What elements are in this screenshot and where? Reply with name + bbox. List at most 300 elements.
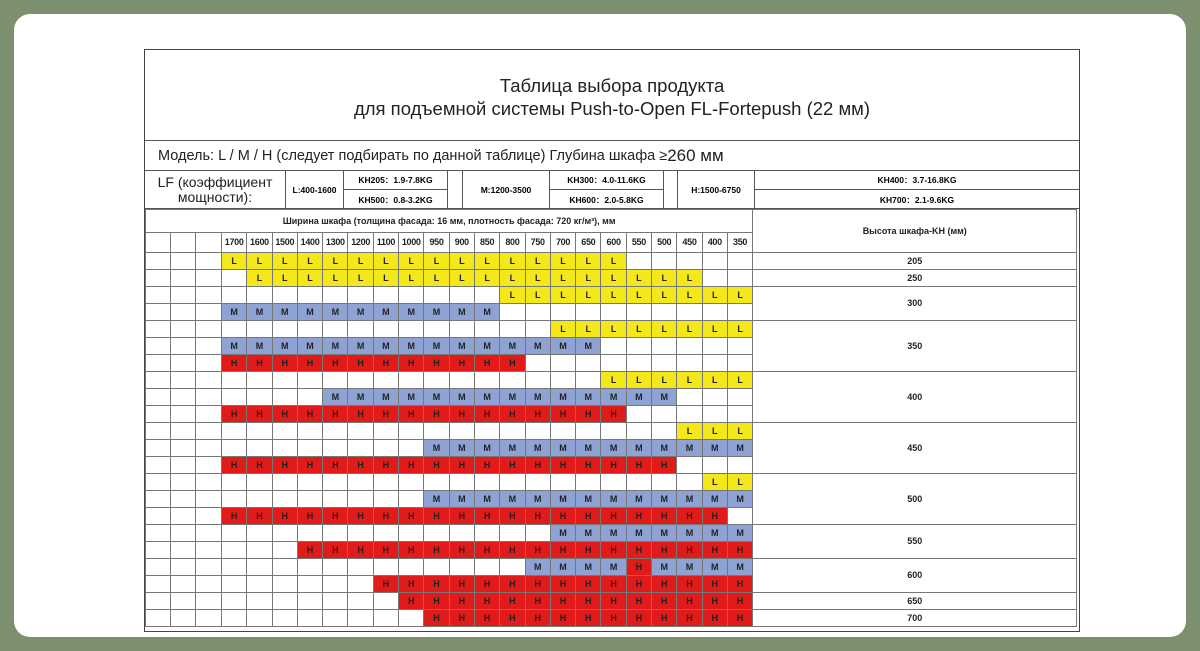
empty-cell (525, 372, 550, 389)
empty-cell (702, 338, 727, 355)
model-cell-L: L (677, 321, 702, 338)
empty-cell (500, 304, 525, 321)
blank-cell (171, 593, 196, 610)
blank-cell (196, 508, 222, 525)
empty-cell (449, 423, 474, 440)
empty-cell (727, 253, 752, 270)
model-cell-L: L (576, 287, 601, 304)
kh205-range: KH205：1.9-7.8KG (358, 175, 433, 185)
model-cell-H: H (474, 610, 499, 627)
table-row (146, 321, 1077, 338)
model-cell-H: H (399, 542, 424, 559)
column-width-900: 900 (449, 233, 474, 253)
empty-cell (576, 423, 601, 440)
empty-cell (576, 474, 601, 491)
model-cell-H: H (297, 355, 322, 372)
column-width-1500: 1500 (272, 233, 297, 253)
model-cell-H: H (576, 406, 601, 423)
empty-cell (702, 355, 727, 372)
model-cell-M: M (449, 491, 474, 508)
model-cell-H: H (550, 610, 575, 627)
model-cell-L: L (677, 372, 702, 389)
empty-cell (247, 491, 272, 508)
model-cell-H: H (297, 508, 322, 525)
model-cell-L: L (727, 321, 752, 338)
empty-cell (727, 389, 752, 406)
blank-cell (171, 389, 196, 406)
blank-cell (171, 233, 196, 253)
empty-cell (348, 491, 373, 508)
empty-cell (297, 491, 322, 508)
model-cell-L: L (727, 372, 752, 389)
model-cell-H: H (702, 542, 727, 559)
blank-cell (196, 593, 222, 610)
empty-cell (727, 304, 752, 321)
empty-cell (323, 491, 348, 508)
model-cell-H: H (323, 355, 348, 372)
model-cell-H: H (449, 542, 474, 559)
empty-cell (323, 576, 348, 593)
empty-cell (652, 338, 677, 355)
model-cell-M: M (222, 304, 247, 321)
model-cell-L: L (652, 270, 677, 287)
model-cell-M: M (424, 338, 449, 355)
blank-cell (171, 542, 196, 559)
model-cell-H: H (550, 406, 575, 423)
empty-cell (399, 559, 424, 576)
empty-cell (626, 423, 651, 440)
table-row (146, 253, 1077, 270)
blank-cell (146, 593, 171, 610)
model-cell-M: M (500, 338, 525, 355)
model-cell-M: M (348, 389, 373, 406)
model-cell-L: L (500, 270, 525, 287)
model-cell-H: H (626, 610, 651, 627)
model-cell-H: H (601, 593, 626, 610)
model-cell-L: L (247, 270, 272, 287)
model-cell-L: L (727, 423, 752, 440)
empty-cell (399, 321, 424, 338)
empty-cell (373, 525, 398, 542)
column-width-950: 950 (424, 233, 449, 253)
empty-cell (297, 423, 322, 440)
model-cell-H: H (500, 610, 525, 627)
empty-cell (247, 440, 272, 457)
title-line-2: для подъемной системы Push-to-Open FL-Fortepush (22 мм) (353, 98, 871, 119)
height-header: Высота шкафа-KH (мм) (753, 210, 1077, 253)
model-cell-M: M (626, 440, 651, 457)
blank-cell (171, 576, 196, 593)
empty-cell (348, 525, 373, 542)
empty-cell (727, 270, 752, 287)
model-cell-H: H (576, 457, 601, 474)
cabinet-height-300: 300 (753, 287, 1077, 321)
empty-cell (222, 321, 247, 338)
model-cell-H: H (677, 593, 702, 610)
empty-cell (272, 525, 297, 542)
empty-cell (348, 474, 373, 491)
model-cell-H: H (323, 406, 348, 423)
model-cell-H: H (348, 457, 373, 474)
empty-cell (323, 372, 348, 389)
column-width-1000: 1000 (399, 233, 424, 253)
empty-cell (424, 372, 449, 389)
model-cell-L: L (297, 270, 322, 287)
empty-cell (323, 559, 348, 576)
empty-cell (525, 423, 550, 440)
model-text: Модель: L / M / H (следует подбирать по данной таблице) Глубина шкафа ≥ (158, 147, 668, 164)
model-cell-H: H (449, 610, 474, 627)
model-cell-M: M (727, 440, 752, 457)
model-cell-M: M (652, 559, 677, 576)
empty-cell (399, 491, 424, 508)
empty-cell (550, 355, 575, 372)
cabinet-depth: 260 мм (667, 145, 724, 165)
blank-cell (146, 525, 171, 542)
empty-cell (626, 253, 651, 270)
model-cell-H: H (727, 576, 752, 593)
model-cell-L: L (500, 287, 525, 304)
model-cell-H: H (550, 542, 575, 559)
empty-cell (297, 389, 322, 406)
empty-cell (399, 423, 424, 440)
model-cell-M: M (500, 440, 525, 457)
column-width-1700: 1700 (222, 233, 247, 253)
empty-cell (727, 355, 752, 372)
model-cell-M: M (727, 559, 752, 576)
empty-cell (702, 406, 727, 423)
model-cell-M: M (576, 338, 601, 355)
empty-cell (272, 372, 297, 389)
blank-cell (196, 610, 222, 627)
empty-cell (652, 423, 677, 440)
empty-cell (348, 321, 373, 338)
empty-cell (247, 610, 272, 627)
cabinet-height-250: 250 (753, 270, 1077, 287)
empty-cell (247, 525, 272, 542)
empty-cell (247, 423, 272, 440)
model-cell-M: M (272, 338, 297, 355)
model-cell-L: L (576, 253, 601, 270)
model-cell-L: L (348, 253, 373, 270)
model-cell-H: H (525, 542, 550, 559)
empty-cell (677, 406, 702, 423)
empty-cell (222, 389, 247, 406)
model-cell-M: M (525, 440, 550, 457)
model-cell-M: M (550, 389, 575, 406)
empty-cell (373, 610, 398, 627)
empty-cell (677, 253, 702, 270)
model-cell-H: H (474, 576, 499, 593)
column-width-1300: 1300 (323, 233, 348, 253)
empty-cell (474, 321, 499, 338)
model-cell-H: H (272, 457, 297, 474)
model-cell-H: H (424, 406, 449, 423)
model-cell-H: H (222, 355, 247, 372)
table-row (146, 593, 1077, 610)
empty-cell (297, 525, 322, 542)
empty-cell (247, 576, 272, 593)
model-cell-H: H (601, 406, 626, 423)
model-cell-H: H (500, 406, 525, 423)
model-cell-M: M (449, 304, 474, 321)
model-cell-H: H (399, 457, 424, 474)
cabinet-height-650: 650 (753, 593, 1077, 610)
empty-cell (323, 321, 348, 338)
model-cell-H: H (373, 457, 398, 474)
blank-cell (171, 321, 196, 338)
model-cell-H: H (424, 457, 449, 474)
cabinet-height-350: 350 (753, 321, 1077, 372)
model-cell-M: M (399, 389, 424, 406)
model-cell-H: H (424, 355, 449, 372)
model-cell-L: L (550, 253, 575, 270)
model-cell-H: H (424, 542, 449, 559)
empty-cell (601, 423, 626, 440)
blank-cell (196, 321, 222, 338)
empty-cell (576, 372, 601, 389)
empty-cell (272, 491, 297, 508)
model-cell-M: M (550, 525, 575, 542)
model-cell-L: L (373, 270, 398, 287)
model-cell-H: H (373, 355, 398, 372)
empty-cell (297, 576, 322, 593)
model-cell-M: M (550, 338, 575, 355)
model-cell-H: H (601, 576, 626, 593)
model-cell-H: H (348, 542, 373, 559)
model-cell-L: L (652, 372, 677, 389)
model-cell-L: L (424, 253, 449, 270)
model-cell-H: H (348, 508, 373, 525)
model-cell-M: M (272, 304, 297, 321)
empty-cell (247, 593, 272, 610)
model-cell-M: M (626, 389, 651, 406)
model-line (145, 141, 1079, 171)
model-cell-L: L (702, 372, 727, 389)
model-cell-H: H (727, 610, 752, 627)
empty-cell (222, 372, 247, 389)
empty-cell (500, 321, 525, 338)
model-cell-H: H (323, 542, 348, 559)
model-cell-M: M (601, 525, 626, 542)
empty-cell (297, 559, 322, 576)
empty-cell (323, 287, 348, 304)
model-cell-H: H (677, 576, 702, 593)
empty-cell (727, 508, 752, 525)
model-cell-H: H (373, 406, 398, 423)
model-cell-H: H (500, 576, 525, 593)
empty-cell (677, 355, 702, 372)
model-cell-H: H (525, 508, 550, 525)
cabinet-height-400: 400 (753, 372, 1077, 423)
blank-cell (146, 474, 171, 491)
model-cell-M: M (247, 338, 272, 355)
empty-cell (272, 440, 297, 457)
empty-cell (222, 440, 247, 457)
model-cell-H: H (247, 406, 272, 423)
model-cell-H: H (474, 542, 499, 559)
blank-cell (171, 406, 196, 423)
empty-cell (677, 304, 702, 321)
empty-cell (601, 474, 626, 491)
column-width-750: 750 (525, 233, 550, 253)
empty-cell (247, 372, 272, 389)
empty-cell (373, 321, 398, 338)
column-width-550: 550 (626, 233, 651, 253)
title-line-1: Таблица выбора продукта (499, 75, 725, 96)
model-cell-H: H (702, 508, 727, 525)
empty-cell (399, 372, 424, 389)
model-cell-M: M (323, 389, 348, 406)
empty-cell (272, 423, 297, 440)
model-cell-M: M (601, 559, 626, 576)
empty-cell (550, 304, 575, 321)
model-cell-H: H (399, 406, 424, 423)
empty-cell (348, 610, 373, 627)
model-cell-M: M (449, 338, 474, 355)
model-cell-H: H (474, 508, 499, 525)
blank-cell (146, 233, 171, 253)
column-width-1400: 1400 (297, 233, 322, 253)
model-cell-H: H (500, 355, 525, 372)
model-cell-M: M (449, 389, 474, 406)
empty-cell (272, 559, 297, 576)
model-cell-H: H (222, 508, 247, 525)
table-row (146, 474, 1077, 491)
blank-cell (146, 372, 171, 389)
model-cell-H: H (399, 593, 424, 610)
column-width-450: 450 (677, 233, 702, 253)
blank-cell (171, 508, 196, 525)
empty-cell (297, 474, 322, 491)
model-cell-M: M (373, 304, 398, 321)
column-width-1600: 1600 (247, 233, 272, 253)
model-cell-L: L (222, 253, 247, 270)
model-cell-H: H (222, 457, 247, 474)
blank-cell (196, 457, 222, 474)
empty-cell (702, 270, 727, 287)
model-cell-L: L (373, 253, 398, 270)
table-row (146, 610, 1077, 627)
model-cell-L: L (474, 270, 499, 287)
model-cell-M: M (297, 304, 322, 321)
model-cell-H: H (626, 457, 651, 474)
empty-cell (348, 372, 373, 389)
empty-cell (727, 338, 752, 355)
model-cell-M: M (247, 304, 272, 321)
model-cell-H: H (474, 593, 499, 610)
model-cell-H: H (652, 610, 677, 627)
empty-cell (702, 253, 727, 270)
empty-cell (677, 457, 702, 474)
model-cell-L: L (550, 287, 575, 304)
model-cell-H: H (626, 508, 651, 525)
kh500-range: KH500：0.8-3.2KG (358, 194, 433, 205)
empty-cell (222, 474, 247, 491)
model-cell-H: H (297, 406, 322, 423)
model-cell-M: M (424, 491, 449, 508)
model-cell-M: M (222, 338, 247, 355)
model-cell-H: H (399, 576, 424, 593)
blank-cell (146, 389, 171, 406)
model-cell-M: M (474, 389, 499, 406)
model-cell-H: H (626, 559, 651, 576)
model-cell-M: M (702, 440, 727, 457)
empty-cell (222, 270, 247, 287)
model-cell-L: L (677, 270, 702, 287)
empty-cell (222, 542, 247, 559)
model-cell-M: M (373, 338, 398, 355)
column-width-850: 850 (474, 233, 499, 253)
model-cell-H: H (500, 542, 525, 559)
model-cell-M: M (576, 389, 601, 406)
model-cell-M: M (601, 440, 626, 457)
empty-cell (474, 372, 499, 389)
model-cell-M: M (399, 338, 424, 355)
model-cell-M: M (677, 559, 702, 576)
empty-cell (500, 559, 525, 576)
empty-cell (677, 474, 702, 491)
empty-cell (424, 321, 449, 338)
empty-cell (373, 372, 398, 389)
model-cell-M: M (474, 338, 499, 355)
model-cell-M: M (550, 440, 575, 457)
model-cell-L: L (601, 372, 626, 389)
column-width-700: 700 (550, 233, 575, 253)
l-range: L:400-1600 (292, 185, 337, 195)
column-width-650: 650 (576, 233, 601, 253)
model-cell-H: H (449, 406, 474, 423)
model-cell-H: H (424, 576, 449, 593)
model-cell-H: H (576, 593, 601, 610)
m-range: M:1200-3500 (480, 185, 532, 195)
model-cell-H: H (652, 593, 677, 610)
model-cell-M: M (348, 338, 373, 355)
grid-header-row (146, 210, 1077, 233)
table-row (146, 270, 1077, 287)
model-cell-H: H (247, 508, 272, 525)
blank-cell (171, 253, 196, 270)
empty-cell (449, 559, 474, 576)
empty-cell (702, 304, 727, 321)
model-cell-H: H (626, 542, 651, 559)
model-cell-M: M (576, 491, 601, 508)
model-cell-L: L (550, 321, 575, 338)
empty-cell (474, 525, 499, 542)
empty-cell (525, 525, 550, 542)
model-cell-M: M (373, 389, 398, 406)
empty-cell (247, 542, 272, 559)
model-cell-L: L (652, 287, 677, 304)
model-cell-L: L (702, 287, 727, 304)
blank-cell (171, 355, 196, 372)
model-cell-H: H (449, 508, 474, 525)
model-cell-L: L (576, 321, 601, 338)
model-cell-L: L (601, 321, 626, 338)
empty-cell (449, 321, 474, 338)
model-cell-L: L (626, 372, 651, 389)
cabinet-height-450: 450 (753, 423, 1077, 474)
model-cell-M: M (525, 491, 550, 508)
empty-cell (500, 525, 525, 542)
empty-cell (272, 593, 297, 610)
blank-cell (196, 233, 222, 253)
model-cell-H: H (601, 457, 626, 474)
model-cell-M: M (424, 389, 449, 406)
kh300-range: KH300：4.0-11.6KG (567, 175, 646, 185)
blank-cell (196, 270, 222, 287)
model-cell-M: M (474, 491, 499, 508)
